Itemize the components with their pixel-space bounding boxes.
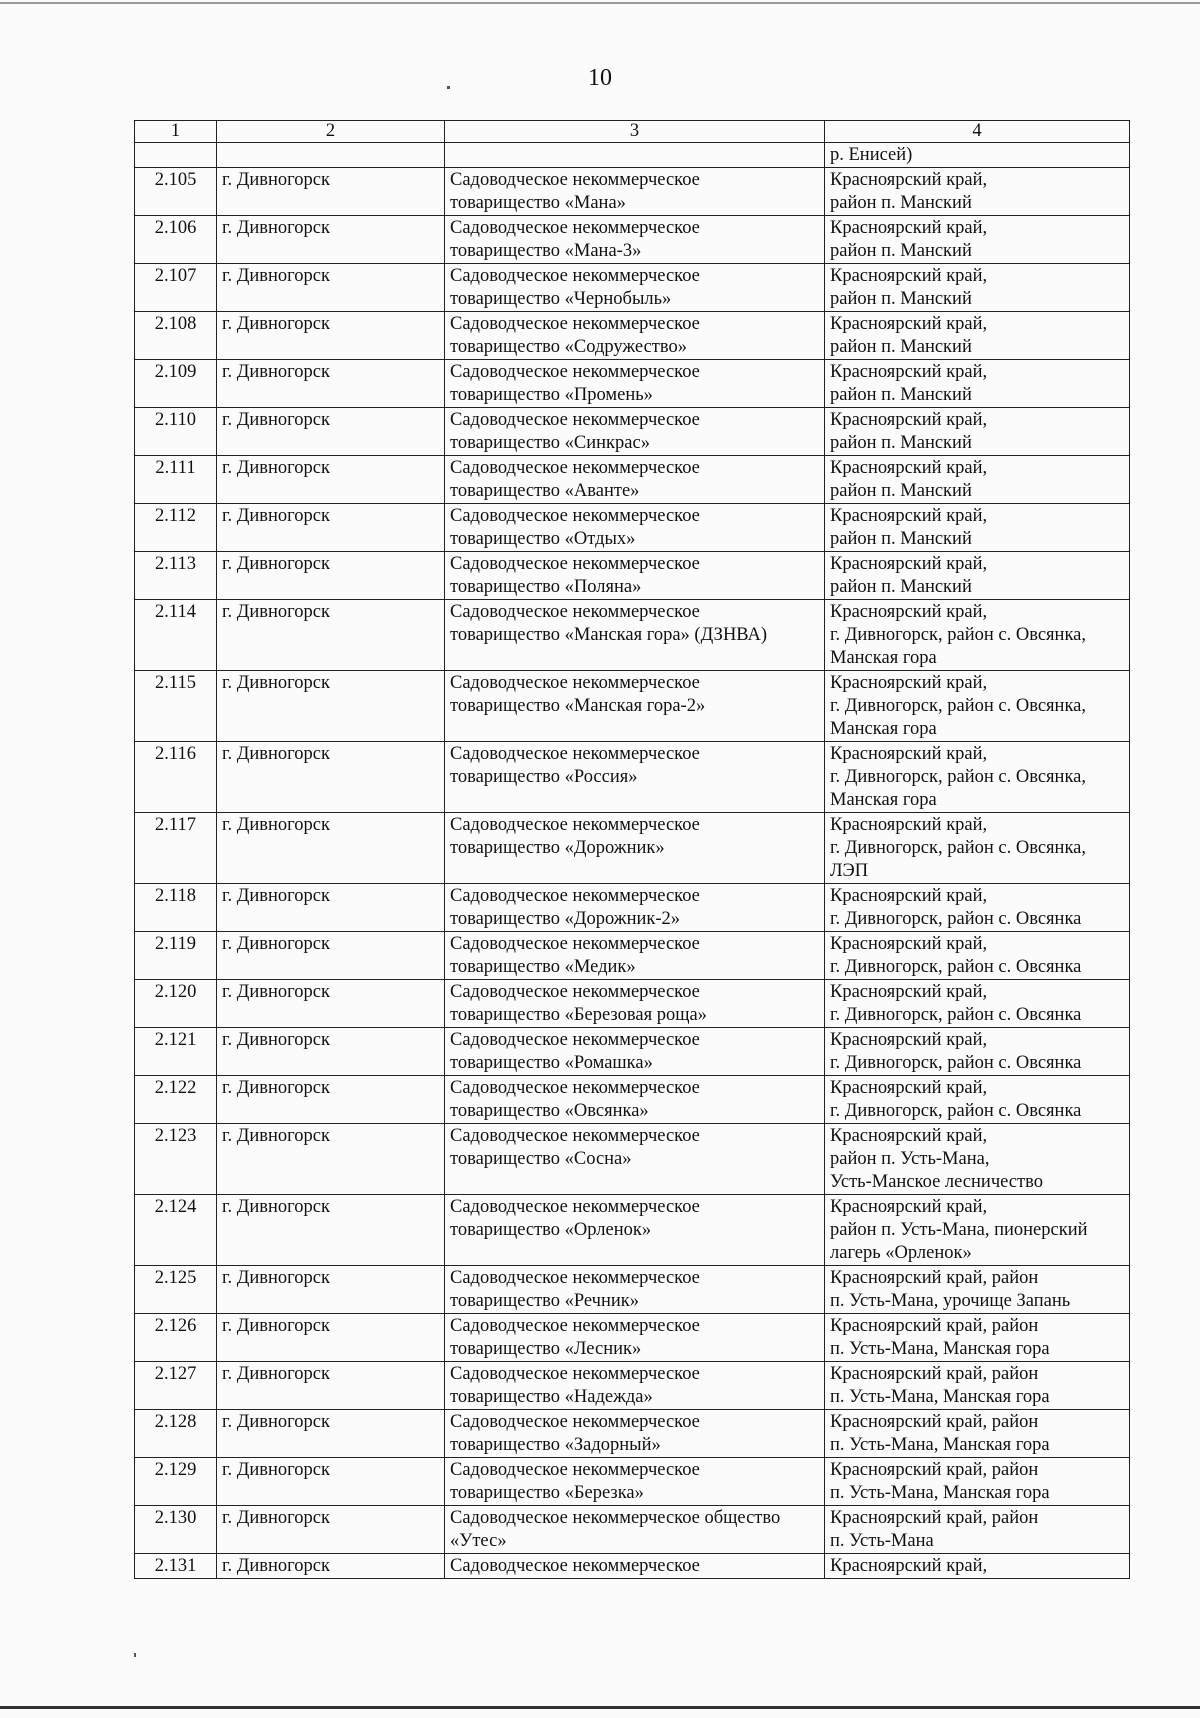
city-cell: г. Дивногорск xyxy=(217,264,445,312)
location-cell: Красноярский край, район п. Манский xyxy=(825,216,1130,264)
city-cell xyxy=(217,143,445,168)
organization-cell: Садоводческое некоммерческое товарищество «Речник» xyxy=(445,1266,825,1314)
row-number-cell: 2.126 xyxy=(135,1314,217,1362)
table-row xyxy=(135,360,1130,408)
row-number-cell: 2.107 xyxy=(135,264,217,312)
location-cell: Красноярский край, xyxy=(825,1554,1130,1579)
city-cell: г. Дивногорск xyxy=(217,456,445,504)
row-number-cell: 2.122 xyxy=(135,1076,217,1124)
location-cell: Красноярский край, район п. Усть-Мана, Манская гора xyxy=(825,1362,1130,1410)
city-cell: г. Дивногорск xyxy=(217,552,445,600)
column-header: 1 xyxy=(135,121,217,143)
row-number-cell: 2.112 xyxy=(135,504,217,552)
table-row xyxy=(135,980,1130,1028)
table-row xyxy=(135,456,1130,504)
city-cell: г. Дивногорск xyxy=(217,168,445,216)
row-number-cell: 2.131 xyxy=(135,1554,217,1579)
city-cell: г. Дивногорск xyxy=(217,1506,445,1554)
city-cell: г. Дивногорск xyxy=(217,408,445,456)
organization-cell: Садоводческое некоммерческое товарищество «Содружество» xyxy=(445,312,825,360)
table-row xyxy=(135,1314,1130,1362)
row-number-cell xyxy=(135,143,217,168)
row-number-cell: 2.105 xyxy=(135,168,217,216)
location-cell: Красноярский край, район п. Усть-Мана, пионерский лагерь «Орленок» xyxy=(825,1195,1130,1266)
row-number-cell: 2.128 xyxy=(135,1410,217,1458)
table-row xyxy=(135,168,1130,216)
organization-cell: Садоводческое некоммерческое товарищество «Овсянка» xyxy=(445,1076,825,1124)
organization-cell: Садоводческое некоммерческое товарищество «Березка» xyxy=(445,1458,825,1506)
table-row xyxy=(135,264,1130,312)
page-number: 10 xyxy=(588,65,612,91)
location-cell: Красноярский край, район п. Усть-Мана, Усть-Манское лесничество xyxy=(825,1124,1130,1195)
organization-cell: Садоводческое некоммерческое товарищество «Медик» xyxy=(445,932,825,980)
organization-cell: Садоводческое некоммерческое товарищество «Отдых» xyxy=(445,504,825,552)
location-cell: Красноярский край, район п. Усть-Мана, урочище Запань xyxy=(825,1266,1130,1314)
table-row xyxy=(135,1506,1130,1554)
table-row xyxy=(135,312,1130,360)
organization-cell: Садоводческое некоммерческое товарищество «Мана-3» xyxy=(445,216,825,264)
organization-cell: Садоводческое некоммерческое общество «Утес» xyxy=(445,1506,825,1554)
row-number-cell: 2.111 xyxy=(135,456,217,504)
table-row xyxy=(135,1266,1130,1314)
city-cell: г. Дивногорск xyxy=(217,216,445,264)
organization-cell: Садоводческое некоммерческое товарищество «Россия» xyxy=(445,742,825,813)
location-cell: Красноярский край, район п. Манский xyxy=(825,552,1130,600)
organization-cell: Садоводческое некоммерческое товарищество «Аванте» xyxy=(445,456,825,504)
city-cell: г. Дивногорск xyxy=(217,1266,445,1314)
location-cell: Красноярский край, г. Дивногорск, район с. Овсянка, Манская гора xyxy=(825,600,1130,671)
row-number-cell: 2.129 xyxy=(135,1458,217,1506)
table-row xyxy=(135,600,1130,671)
row-number-cell: 2.124 xyxy=(135,1195,217,1266)
organization-cell: Садоводческое некоммерческое товарищество «Задорный» xyxy=(445,1410,825,1458)
row-number-cell: 2.118 xyxy=(135,884,217,932)
row-number-cell: 2.123 xyxy=(135,1124,217,1195)
organization-cell: Садоводческое некоммерческое товарищество «Промень» xyxy=(445,360,825,408)
city-cell: г. Дивногорск xyxy=(217,1314,445,1362)
location-cell: Красноярский край, район п. Манский xyxy=(825,360,1130,408)
location-cell: Красноярский край, г. Дивногорск, район с. Овсянка xyxy=(825,1076,1130,1124)
row-number-cell: 2.121 xyxy=(135,1028,217,1076)
column-header: 3 xyxy=(445,121,825,143)
row-number-cell: 2.119 xyxy=(135,932,217,980)
table-row xyxy=(135,1410,1130,1458)
row-number-cell: 2.106 xyxy=(135,216,217,264)
scan-dot xyxy=(134,1653,136,1657)
organization-cell: Садоводческое некоммерческое товарищество «Синкрас» xyxy=(445,408,825,456)
table-row xyxy=(135,408,1130,456)
location-cell: Красноярский край, район п. Усть-Мана, Манская гора xyxy=(825,1458,1130,1506)
location-cell: Красноярский край, район п. Манский xyxy=(825,168,1130,216)
table-row xyxy=(135,884,1130,932)
location-cell: Красноярский край, район п. Манский xyxy=(825,312,1130,360)
row-number-cell: 2.127 xyxy=(135,1362,217,1410)
organization-cell: Садоводческое некоммерческое товарищество «Орленок» xyxy=(445,1195,825,1266)
city-cell: г. Дивногорск xyxy=(217,1458,445,1506)
organization-cell xyxy=(445,143,825,168)
column-header: 4 xyxy=(825,121,1130,143)
row-number-cell: 2.110 xyxy=(135,408,217,456)
city-cell: г. Дивногорск xyxy=(217,884,445,932)
table-row xyxy=(135,504,1130,552)
city-cell: г. Дивногорск xyxy=(217,671,445,742)
organization-cell: Садоводческое некоммерческое товарищество «Дорожник-2» xyxy=(445,884,825,932)
table-row xyxy=(135,671,1130,742)
table-row xyxy=(135,143,1130,168)
city-cell: г. Дивногорск xyxy=(217,600,445,671)
location-cell: Красноярский край, г. Дивногорск, район с. Овсянка xyxy=(825,932,1130,980)
organization-cell: Садоводческое некоммерческое xyxy=(445,1554,825,1579)
city-cell: г. Дивногорск xyxy=(217,813,445,884)
table-row xyxy=(135,1028,1130,1076)
location-cell: р. Енисей) xyxy=(825,143,1130,168)
organization-cell: Садоводческое некоммерческое товарищество «Чернобыль» xyxy=(445,264,825,312)
row-number-cell: 2.113 xyxy=(135,552,217,600)
location-cell: Красноярский край, район п. Усть-Мана, Манская гора xyxy=(825,1314,1130,1362)
row-number-cell: 2.108 xyxy=(135,312,217,360)
table-row xyxy=(135,932,1130,980)
row-number-cell: 2.115 xyxy=(135,671,217,742)
table-row xyxy=(135,1076,1130,1124)
organization-cell: Садоводческое некоммерческое товарищество «Дорожник» xyxy=(445,813,825,884)
location-cell: Красноярский край, г. Дивногорск, район с. Овсянка, Манская гора xyxy=(825,742,1130,813)
organization-cell: Садоводческое некоммерческое товарищество «Манская гора» (ДЗНВА) xyxy=(445,600,825,671)
row-number-cell: 2.125 xyxy=(135,1266,217,1314)
organization-cell: Садоводческое некоммерческое товарищество «Поляна» xyxy=(445,552,825,600)
location-cell: Красноярский край, район п. Манский xyxy=(825,264,1130,312)
row-number-cell: 2.130 xyxy=(135,1506,217,1554)
table-row xyxy=(135,552,1130,600)
location-cell: Красноярский край, район п. Манский xyxy=(825,408,1130,456)
column-header: 2 xyxy=(217,121,445,143)
location-cell: Красноярский край, район п. Усть-Мана xyxy=(825,1506,1130,1554)
table-row xyxy=(135,1362,1130,1410)
row-number-cell: 2.116 xyxy=(135,742,217,813)
table-row xyxy=(135,742,1130,813)
row-number-cell: 2.117 xyxy=(135,813,217,884)
organization-cell: Садоводческое некоммерческое товарищество «Лесник» xyxy=(445,1314,825,1362)
scan-bottom-edge xyxy=(0,1706,1200,1709)
organization-cell: Садоводческое некоммерческое товарищество «Надежда» xyxy=(445,1362,825,1410)
row-number-cell: 2.120 xyxy=(135,980,217,1028)
table-row xyxy=(135,1124,1130,1195)
table-row xyxy=(135,1554,1130,1579)
organization-cell: Садоводческое некоммерческое товарищество «Ромашка» xyxy=(445,1028,825,1076)
table-row xyxy=(135,216,1130,264)
organization-cell: Садоводческое некоммерческое товарищество «Мана» xyxy=(445,168,825,216)
city-cell: г. Дивногорск xyxy=(217,1028,445,1076)
city-cell: г. Дивногорск xyxy=(217,1410,445,1458)
city-cell: г. Дивногорск xyxy=(217,1554,445,1579)
location-cell: Красноярский край, район п. Манский xyxy=(825,504,1130,552)
city-cell: г. Дивногорск xyxy=(217,1362,445,1410)
organization-cell: Садоводческое некоммерческое товарищество «Березовая роща» xyxy=(445,980,825,1028)
table-header-row xyxy=(135,121,1130,143)
location-cell: Красноярский край, район п. Усть-Мана, Манская гора xyxy=(825,1410,1130,1458)
scan-top-edge xyxy=(0,2,1200,4)
table-row xyxy=(135,1458,1130,1506)
location-cell: Красноярский край, г. Дивногорск, район с. Овсянка xyxy=(825,1028,1130,1076)
table-body xyxy=(135,143,1130,1579)
row-number-cell: 2.114 xyxy=(135,600,217,671)
city-cell: г. Дивногорск xyxy=(217,932,445,980)
city-cell: г. Дивногорск xyxy=(217,742,445,813)
settlements-table xyxy=(134,120,1130,1579)
table-row xyxy=(135,1195,1130,1266)
location-cell: Красноярский край, г. Дивногорск, район с. Овсянка xyxy=(825,884,1130,932)
table-row xyxy=(135,813,1130,884)
city-cell: г. Дивногорск xyxy=(217,504,445,552)
city-cell: г. Дивногорск xyxy=(217,1076,445,1124)
location-cell: Красноярский край, г. Дивногорск, район с. Овсянка, Манская гора xyxy=(825,671,1130,742)
row-number-cell: 2.109 xyxy=(135,360,217,408)
location-cell: Красноярский край, г. Дивногорск, район с. Овсянка, ЛЭП xyxy=(825,813,1130,884)
city-cell: г. Дивногорск xyxy=(217,312,445,360)
city-cell: г. Дивногорск xyxy=(217,1124,445,1195)
city-cell: г. Дивногорск xyxy=(217,360,445,408)
organization-cell: Садоводческое некоммерческое товарищество «Сосна» xyxy=(445,1124,825,1195)
city-cell: г. Дивногорск xyxy=(217,980,445,1028)
organization-cell: Садоводческое некоммерческое товарищество «Манская гора-2» xyxy=(445,671,825,742)
location-cell: Красноярский край, район п. Манский xyxy=(825,456,1130,504)
city-cell: г. Дивногорск xyxy=(217,1195,445,1266)
location-cell: Красноярский край, г. Дивногорск, район с. Овсянка xyxy=(825,980,1130,1028)
